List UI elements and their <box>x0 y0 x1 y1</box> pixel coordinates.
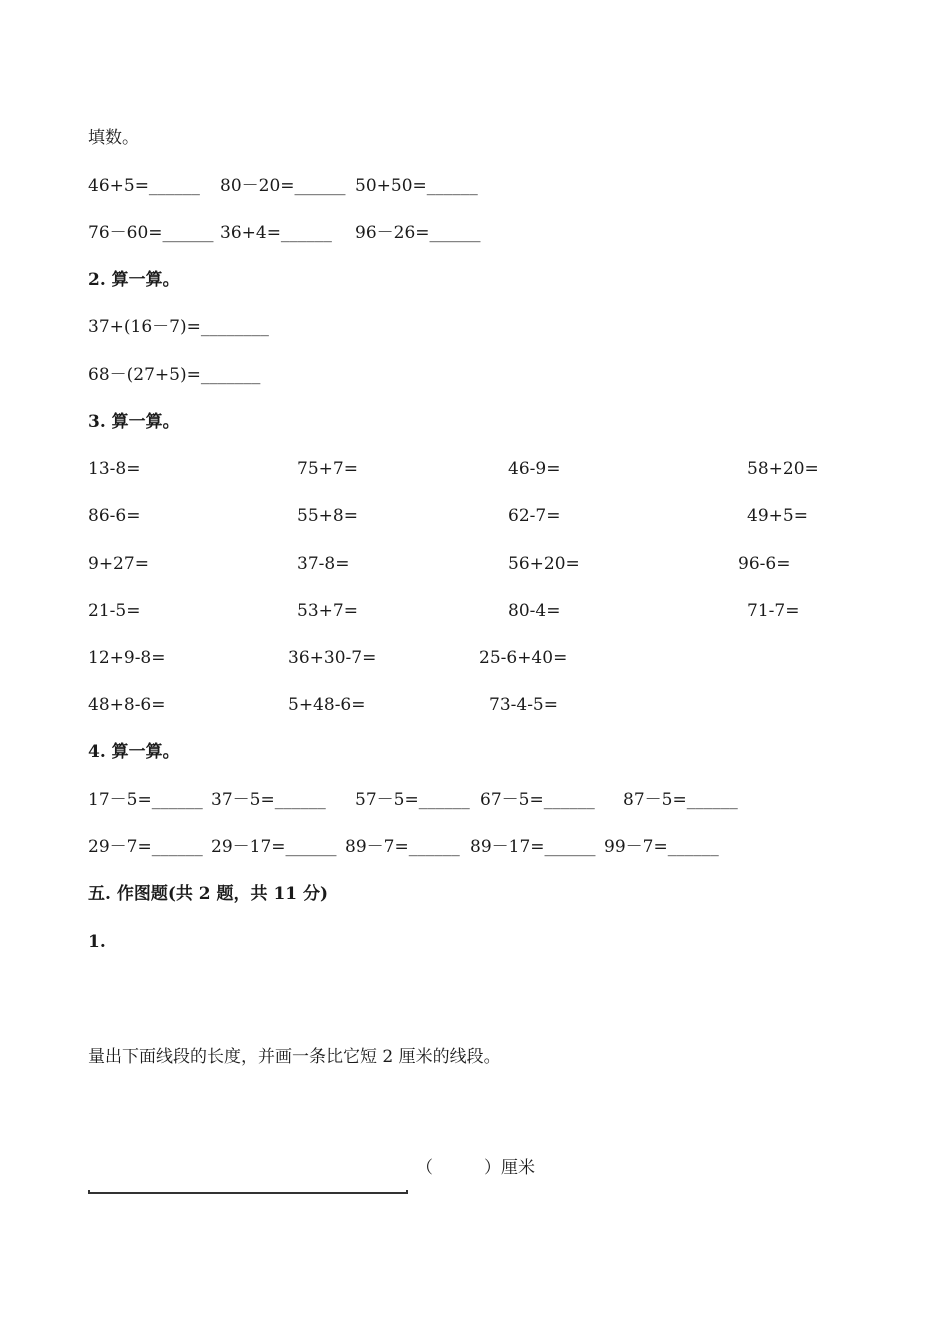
q3-item: 25-6+40= <box>479 648 568 668</box>
q3-item: 80-4= <box>508 601 561 621</box>
q3-item: 12+9-8= <box>88 648 166 668</box>
q3-item: 13-8= <box>88 459 141 479</box>
q3-item: 21-5= <box>88 601 141 621</box>
q1-row1-item-3: 50+50=______ <box>355 176 478 196</box>
q1-row2-item-3: 96－26=______ <box>355 223 481 243</box>
q3-item: 5+48-6= <box>288 695 366 715</box>
q3-title: 3. 算一算。 <box>88 412 180 432</box>
q4-row1-item: 67－5=______ <box>480 790 595 810</box>
section5-q1-prompt: 量出下面线段的长度，并画一条比它短 2 厘米的线段。 <box>88 1047 501 1067</box>
q1-intro: 填数。 <box>88 128 139 148</box>
q3-item: 86-6= <box>88 506 141 526</box>
q3-item: 9+27= <box>88 554 149 574</box>
q4-row2-item: 89－7=______ <box>345 837 460 857</box>
q2-title: 2. 算一算。 <box>88 270 180 290</box>
section5-title: 五. 作图题(共 2 题，共 11 分) <box>88 884 329 904</box>
q3-item: 62-7= <box>508 506 561 526</box>
q4-row2-item: 99－7=______ <box>604 837 719 857</box>
q1-row2-item-2: 36+4=______ <box>220 223 332 243</box>
q4-row1-item: 57－5=______ <box>355 790 470 810</box>
q3-item: 71-7= <box>747 601 800 621</box>
q3-item: 96-6= <box>738 554 791 574</box>
q3-item: 37-8= <box>297 554 350 574</box>
q4-row2-item: 29－17=______ <box>211 837 337 857</box>
q4-row2-item: 29－7=______ <box>88 837 203 857</box>
q3-item: 73-4-5= <box>489 695 558 715</box>
q4-row1-item: 87－5=______ <box>623 790 738 810</box>
q4-row1-item: 37－5=______ <box>211 790 326 810</box>
q3-item: 58+20= <box>747 459 819 479</box>
q3-item: 36+30-7= <box>288 648 377 668</box>
q4-title: 4. 算一算。 <box>88 742 180 762</box>
section5-q1-number: 1. <box>88 932 106 952</box>
q2-item-2: 68－(27+5)=_______ <box>88 365 261 385</box>
q3-item: 53+7= <box>297 601 358 621</box>
q3-item: 48+8-6= <box>88 695 166 715</box>
q1-row1-item-1: 46+5=______ <box>88 176 200 196</box>
q4-row1-item: 17－5=______ <box>88 790 203 810</box>
q3-item: 56+20= <box>508 554 580 574</box>
q3-item: 55+8= <box>297 506 358 526</box>
q3-item: 46-9= <box>508 459 561 479</box>
q1-row2-item-1: 76－60=______ <box>88 223 214 243</box>
q3-item: 49+5= <box>747 506 808 526</box>
q3-item: 75+7= <box>297 459 358 479</box>
line-segment <box>88 1190 408 1194</box>
answer-blank: （ ）厘米 <box>416 1158 535 1178</box>
q4-row2-item: 89－17=______ <box>470 837 596 857</box>
q1-row1-item-2: 80－20=______ <box>220 176 346 196</box>
q2-item-1: 37+(16－7)=________ <box>88 317 269 337</box>
